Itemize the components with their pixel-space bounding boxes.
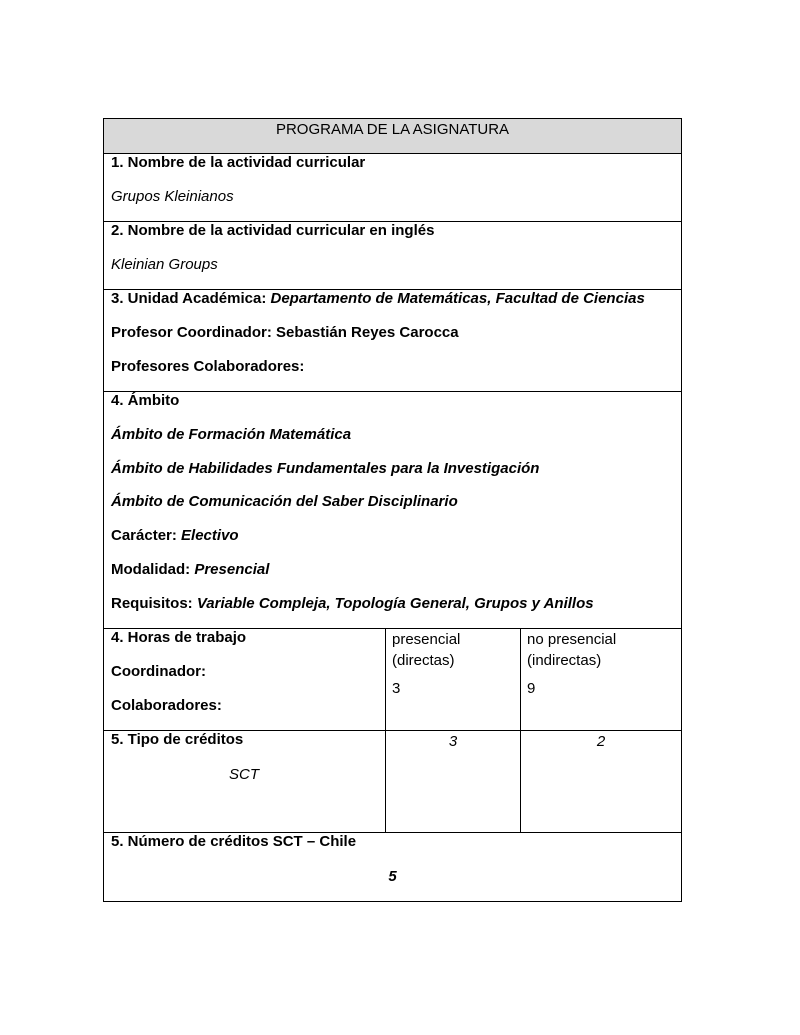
- scope-item: Ámbito de Habilidades Fundamentales para la Investigación: [111, 460, 540, 477]
- academic-unit-value: Departamento de Matemáticas, Facultad de Ciencias: [270, 290, 645, 307]
- coordinator-value: Sebastián Reyes Carocca: [276, 324, 459, 341]
- course-name-english-value: Kleinian Groups: [111, 256, 218, 273]
- credit-type-nopresencial: 2: [596, 733, 606, 750]
- section-work-hours: [104, 629, 681, 731]
- presencial-header-line1: presencial: [392, 631, 461, 648]
- table-header: [104, 119, 681, 154]
- credit-type-title: 5. Tipo de créditos: [111, 731, 244, 748]
- modality-line: [111, 561, 269, 578]
- hours-collaborators-label: Colaboradores:: [111, 697, 222, 714]
- academic-unit-line: [111, 290, 645, 307]
- character-line: [111, 527, 239, 544]
- table-title: PROGRAMA DE LA ASIGNATURA: [275, 121, 510, 138]
- credit-type-value: SCT: [229, 766, 259, 783]
- section-credit-number: [104, 833, 681, 901]
- work-hours-title: 4. Horas de trabajo: [111, 629, 247, 646]
- modality-label: Modalidad:: [111, 561, 195, 578]
- section-course-name-english: [104, 222, 681, 290]
- presencial-header: [392, 629, 460, 671]
- credit-number-value: 5: [388, 868, 397, 885]
- section-scope: [104, 392, 681, 629]
- coordinator-line: [111, 324, 459, 341]
- character-label: Carácter:: [111, 527, 182, 544]
- course-name-english-label: 2. Nombre de la actividad curricular en inglés: [111, 222, 435, 239]
- course-name-label: 1. Nombre de la actividad curricular: [111, 154, 366, 171]
- presencial-hours-value: 3: [392, 680, 401, 697]
- requirements-label: Requisitos:: [111, 595, 197, 612]
- modality-value: Presencial: [194, 561, 270, 578]
- nopresencial-header-line2: (indirectas): [527, 652, 602, 669]
- hours-coordinator-label: Coordinador:: [111, 663, 206, 680]
- credit-number-title: 5. Número de créditos SCT – Chile: [111, 833, 357, 850]
- collaborators-label: Profesores Colaboradores:: [111, 358, 305, 375]
- program-table: [103, 118, 682, 902]
- column-divider: [385, 629, 386, 730]
- presencial-header-line2: (directas): [392, 652, 455, 669]
- character-value: Electivo: [181, 527, 239, 544]
- section-course-name: [104, 154, 681, 222]
- requirements-line: [111, 595, 594, 612]
- course-name-value: Grupos Kleinianos: [111, 188, 234, 205]
- column-divider: [520, 629, 521, 730]
- credit-type-presencial: 3: [448, 733, 458, 750]
- scope-item: Ámbito de Comunicación del Saber Disciplinario: [111, 493, 458, 510]
- nopresencial-header-line1: no presencial: [527, 631, 617, 648]
- scope-title: 4. Ámbito: [111, 392, 180, 409]
- coordinator-label: Profesor Coordinador:: [111, 324, 277, 341]
- section-academic-unit: [104, 290, 681, 392]
- nopresencial-hours-value: 9: [527, 680, 536, 697]
- academic-unit-label: 3. Unidad Académica:: [111, 290, 271, 307]
- scope-item: Ámbito de Formación Matemática: [111, 426, 352, 443]
- section-credit-type: [104, 731, 681, 833]
- nopresencial-header: [527, 629, 616, 671]
- requirements-value: Variable Compleja, Topología General, Grupos y Anillos: [196, 595, 594, 612]
